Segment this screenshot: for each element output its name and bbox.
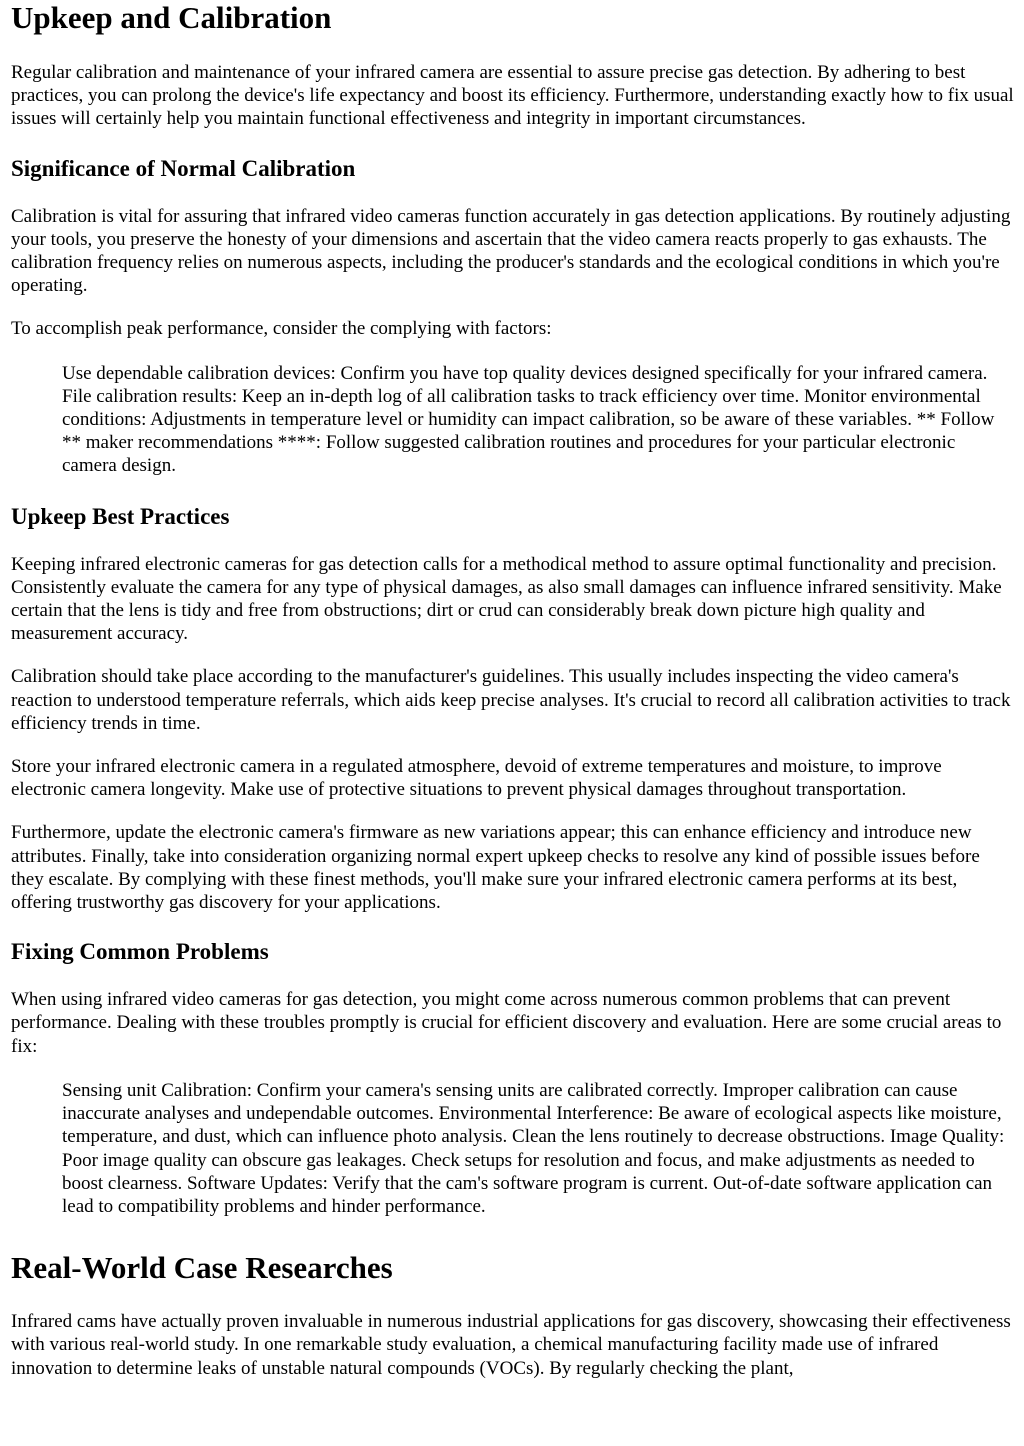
paragraph-calibration-2: To accomplish peak performance, consider the complying with factors: — [11, 318, 552, 340]
heading-fixing: Fixing Common Problems — [11, 939, 269, 965]
paragraph-best-1: Keeping infrared electronic cameras for gas detection calls for a methodical method to assure optimal functionality and precision. Consistently evaluate the camera for any type of physical damages, as also small damages can influence infrared sensitivity. Make certain that the lens is tidy and free from obstructions; dirt or crud can considerably break down picture high quality and measurement accuracy. — [11, 553, 1002, 645]
paragraph-calibration-1: Calibration is vital for assuring that infrared video cameras function accurately in gas detection applications. By routinely adjusting your tools, you preserve the honesty of your dimensions and ascertain that the video camera reacts properly to gas exhausts. The calibration frequency relies on numerous aspects, including the producer's standards and the ecological conditions in which you're operating. — [11, 205, 1011, 297]
paragraph-fixing-1: When using infrared video cameras for gas detection, you might come across numerous common problems that can prevent performance. Dealing with these troubles promptly is crucial for efficient discovery and evaluation. Here are some crucial areas to fix: — [11, 989, 1002, 1057]
heading-calibration: Significance of Normal Calibration — [11, 155, 356, 181]
paragraph-upkeep-intro: Regular calibration and maintenance of your infrared camera are essential to assure precise gas detection. By adhering to best practices, you can prolong the device's life expectancy and boost its efficiency. Furthermore, understanding exactly how to fix usual issues will certainly help you maintain functional effectiveness and integrity in important circumstances. — [11, 62, 1014, 130]
blockquote-fixing: Sensing unit Calibration: Confirm your camera's sensing units are calibrated correctly. Improper calibration can cause inaccurate analyses and undependable outcomes. Environmental Interference: Be aware of ecological aspects like moisture, temperature, and dust, which can influence photo analysis. Clean the lens routinely to decrease obstructions. Image Quality: Poor image quality can obscure gas leakages. Check setups for resolution and focus, and make adjustments as needed to boost clearness. Software Updates: Verify that the cam's software program is current. Out-of-date software application can lead to compatibility problems and hinder performance. — [62, 1079, 1005, 1217]
blockquote-calibration: Use dependable calibration devices: Confirm you have top quality devices designed specifically for your infrared camera. File calibration results: Keep an in-depth log of all calibration tasks to track efficiency over time. Monitor environmental conditions: Adjustments in temperature level or humidity can impact calibration, so be aware of these variables. ** Follow ** maker recommendations ****: Follow suggested calibration routines and procedures for your particular electronic camera design. — [62, 362, 995, 477]
section-title-case: Real-World Case Researches — [11, 1250, 393, 1286]
heading-best-practices: Upkeep Best Practices — [11, 503, 230, 529]
paragraph-best-2: Calibration should take place according to the manufacturer's guidelines. This usually includes inspecting the video camera's reaction to understood temperature referrals, which aids keep precise analyses. It's crucial to record all calibration activities to track efficiency trends in time. — [11, 666, 1011, 734]
paragraph-best-3: Store your infrared electronic camera in a regulated atmosphere, devoid of extreme temperatures and moisture, to improve electronic camera longevity. Make use of protective situations to prevent physical damages throughout transportation. — [11, 756, 942, 801]
paragraph-best-4: Furthermore, update the electronic camera's firmware as new variations appear; this can enhance efficiency and introduce new attributes. Finally, take into consideration organizing normal expert upkeep checks to resolve any kind of possible issues before they escalate. By complying with these finest methods, you'll make sure your infrared electronic camera performs at its best, offering trustworthy gas discovery for your applications. — [11, 822, 980, 914]
section-title-upkeep: Upkeep and Calibration — [11, 0, 332, 35]
paragraph-case-1: Infrared cams have actually proven invaluable in numerous industrial applications for gas discovery, showcasing their effectiveness with various real-world study. In one remarkable study evaluation, a chemical manufacturing facility made use of infrared innovation to determine leaks of unstable natural compounds (VOCs). By regularly checking the plant, — [11, 1311, 1011, 1379]
